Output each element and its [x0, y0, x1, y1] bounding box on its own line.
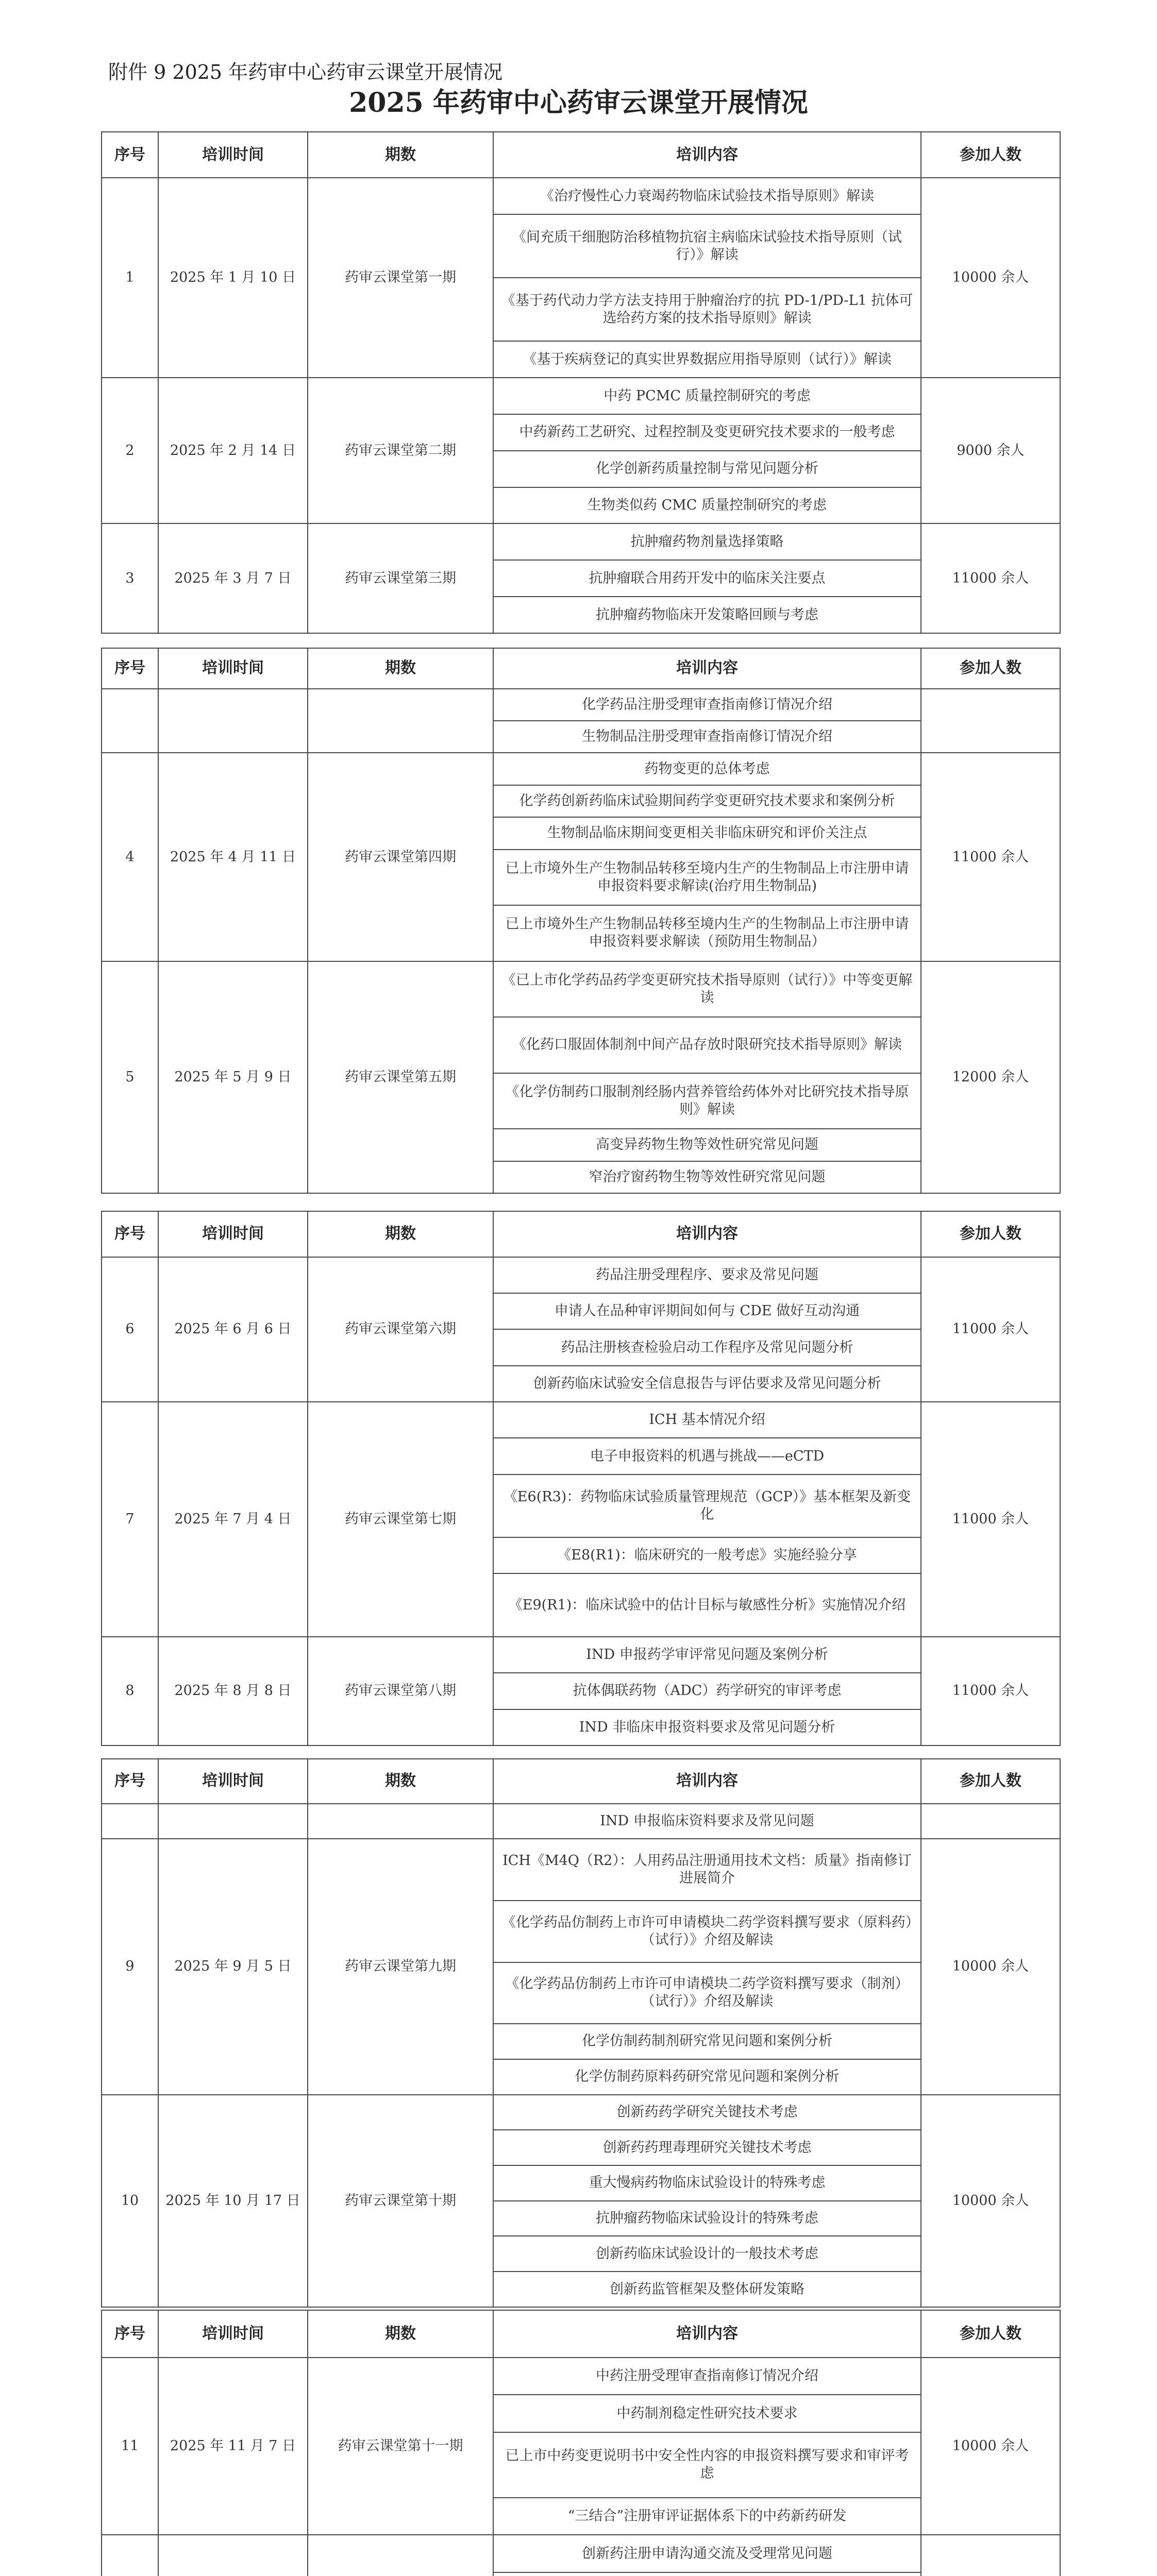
- issue-header: 期数: [308, 132, 493, 178]
- date-cell: [158, 689, 308, 753]
- seq-cell: 6: [102, 1257, 158, 1402]
- issue-header: 期数: [308, 1759, 493, 1804]
- topic-cell: 《间充质干细胞防治移植物抗宿主病临床试验技术指导原则（试行）》解读: [493, 214, 921, 278]
- table-row: [102, 378, 1060, 414]
- topic-cell: 《已上市化学药品药学变更研究技术指导原则（试行）》中等变更解读: [493, 961, 921, 1018]
- topic-cell: 《E9(R1)：临床试验中的估计目标与敏感性分析》实施情况介绍: [493, 1573, 921, 1636]
- issue-header: 期数: [308, 648, 493, 689]
- date-cell: 2025 年 9 月 5 日: [158, 1839, 308, 2094]
- header-row: [102, 1759, 1060, 1804]
- attendees-cell: 9000 余人: [921, 378, 1060, 523]
- attendees-cell: [921, 1804, 1060, 1839]
- attendees-cell: 11000 余人: [921, 1402, 1060, 1637]
- table-row: [102, 1257, 1060, 1293]
- table-row: [102, 753, 1060, 785]
- topic-cell: 创新药药学研究关键技术考虑: [493, 2095, 921, 2130]
- table-section-3: [101, 1211, 1060, 1745]
- topic-cell: IND 申报药学审评常见问题及案例分析: [493, 1637, 921, 1673]
- topic-cell: 抗肿瘤药物临床试验设计的特殊考虑: [493, 2201, 921, 2236]
- date-cell: 2025 年 2 月 14 日: [158, 378, 308, 523]
- table-row: [102, 2095, 1060, 2130]
- table-section-1: [101, 131, 1060, 633]
- topic-cell: 创新药监管框架及整体研发策略: [493, 2272, 921, 2307]
- header-row: [102, 132, 1060, 178]
- table-row: [102, 1839, 1060, 1901]
- attendees-cell: 11000 余人: [921, 1257, 1060, 1402]
- table-row: [102, 2535, 1060, 2572]
- topic-cell: 生物类似药 CMC 质量控制研究的考虑: [493, 487, 921, 524]
- seq-cell: 1: [102, 178, 158, 378]
- attendees-cell: 10000 余人: [921, 178, 1060, 378]
- date-cell: 2025 年 10 月 17 日: [158, 2095, 308, 2307]
- attendees-cell: 10000 余人: [921, 2095, 1060, 2307]
- issue-cell: [308, 1804, 493, 1839]
- issue-header: 期数: [308, 1211, 493, 1257]
- seq-header: 序号: [102, 132, 158, 178]
- topic-cell: 生物制品注册受理审查指南修订情况介绍: [493, 721, 921, 753]
- table-row: [102, 1637, 1060, 1673]
- table-row: [102, 1804, 1060, 1839]
- attendees-cell: 11000 余人: [921, 523, 1060, 633]
- date-header: 培训时间: [158, 1211, 308, 1257]
- topic-cell: 化学药创新药临床试验期间药学变更研究技术要求和案例分析: [493, 785, 921, 817]
- seq-header: 序号: [102, 1759, 158, 1804]
- topic-cell: 已上市境外生产生物制品转移至境内生产的生物制品上市注册申请申报资料要求解读（预防用生物制品）: [493, 905, 921, 961]
- topic-cell: 《基于疾病登记的真实世界数据应用指导原则（试行）》解读: [493, 341, 921, 378]
- content-header: 培训内容: [493, 1211, 921, 1257]
- date-cell: [158, 1804, 308, 1839]
- topic-cell: 生物制品临床期间变更相关非临床研究和评价关注点: [493, 817, 921, 849]
- date-cell: 2025 年 7 月 4 日: [158, 1402, 308, 1637]
- topic-cell: 抗体偶联药物（ADC）药学研究的审评考虑: [493, 1673, 921, 1709]
- date-cell: 2025 年 5 月 9 日: [158, 961, 308, 1193]
- date-header: 培训时间: [158, 648, 308, 689]
- topic-cell: 创新药注册申请沟通交流及受理常见问题: [493, 2535, 921, 2572]
- issue-header: 期数: [308, 2310, 493, 2358]
- topic-cell: 药品注册受理程序、要求及常见问题: [493, 1257, 921, 1293]
- table-row: [102, 1402, 1060, 1438]
- topic-cell: “三结合”注册审评证据体系下的中药新药研发: [493, 2498, 921, 2535]
- issue-cell: 药审云课堂第二期: [308, 378, 493, 523]
- topic-cell: 抗肿瘤药物临床开发策略回顾与考虑: [493, 597, 921, 633]
- header-row: [102, 648, 1060, 689]
- issue-cell: 药审云课堂第七期: [308, 1402, 493, 1637]
- training-table: [101, 648, 1061, 1194]
- attendees-header: 参加人数: [921, 132, 1060, 178]
- content-header: 培训内容: [493, 1759, 921, 1804]
- issue-cell: 药审云课堂第十期: [308, 2095, 493, 2307]
- topic-cell: 化学药品注册受理审查指南修订情况介绍: [493, 689, 921, 721]
- topic-cell: 重大慢病药物临床试验设计的特殊考虑: [493, 2165, 921, 2201]
- content-header: 培训内容: [493, 132, 921, 178]
- seq-cell: [102, 1804, 158, 1839]
- table-row: [102, 178, 1060, 214]
- issue-cell: 药审云课堂第四期: [308, 753, 493, 961]
- date-header: 培训时间: [158, 2310, 308, 2358]
- seq-header: 序号: [102, 1211, 158, 1257]
- issue-cell: 药审云课堂第十一期: [308, 2358, 493, 2535]
- seq-cell: 11: [102, 2358, 158, 2535]
- topic-cell: 药品注册核查检验启动工作程序及常见问题分析: [493, 1329, 921, 1365]
- issue-cell: 药审云课堂第八期: [308, 1637, 493, 1745]
- issue-cell: [308, 689, 493, 753]
- attendees-cell: [921, 689, 1060, 753]
- attendees-cell: [921, 2535, 1060, 2576]
- topic-cell: 电子申报资料的机遇与挑战——eCTD: [493, 1438, 921, 1474]
- seq-cell: 9: [102, 1839, 158, 2094]
- table-row: [102, 523, 1060, 560]
- topic-cell: 高变异药物生物等效性研究常见问题: [493, 1129, 921, 1161]
- issue-cell: 药审云课堂第一期: [308, 178, 493, 378]
- content-header: 培训内容: [493, 2310, 921, 2358]
- date-header: 培训时间: [158, 1759, 308, 1804]
- date-cell: [158, 2535, 308, 2576]
- table-row: [102, 689, 1060, 721]
- content-header: 培训内容: [493, 648, 921, 689]
- table-row: [102, 961, 1060, 1018]
- topic-cell: IND 非临床申报资料要求及常见问题分析: [493, 1709, 921, 1745]
- topic-cell: 窄治疗窗药物生物等效性研究常见问题: [493, 1161, 921, 1193]
- issue-cell: [308, 2535, 493, 2576]
- seq-cell: 4: [102, 753, 158, 961]
- issue-cell: 药审云课堂第三期: [308, 523, 493, 633]
- table-section-2: [101, 648, 1060, 1193]
- date-cell: 2025 年 3 月 7 日: [158, 523, 308, 633]
- topic-cell: 创新药临床试验设计的一般技术考虑: [493, 2236, 921, 2272]
- training-table: [101, 1758, 1061, 2308]
- training-table: [101, 1211, 1061, 1746]
- date-cell: 2025 年 6 月 6 日: [158, 1257, 308, 1402]
- topic-cell: 《化学仿制药口服制剂经肠内营养管给药体外对比研究技术指导原则》解读: [493, 1073, 921, 1129]
- seq-header: 序号: [102, 2310, 158, 2358]
- attachment-caption: 附件 9 2025 年药审中心药审云课堂开展情况: [108, 61, 503, 83]
- seq-header: 序号: [102, 648, 158, 689]
- date-cell: 2025 年 11 月 7 日: [158, 2358, 308, 2535]
- topic-cell: ICH《M4Q（R2）：人用药品注册通用技术文档：质量》指南修订进展简介: [493, 1839, 921, 1901]
- seq-cell: 5: [102, 961, 158, 1193]
- attendees-header: 参加人数: [921, 1211, 1060, 1257]
- topic-cell: 化学创新药质量控制与常见问题分析: [493, 451, 921, 487]
- topic-cell: 已上市境外生产生物制品转移至境内生产的生物制品上市注册申请申报资料要求解读(治疗用生物制品): [493, 850, 921, 906]
- header-row: [102, 1211, 1060, 1257]
- training-table: [101, 131, 1061, 634]
- document-title: 2025 年药审中心药审云课堂开展情况: [349, 87, 808, 118]
- seq-cell: [102, 2535, 158, 2576]
- topic-cell: [493, 2572, 921, 2576]
- topic-cell: 已上市中药变更说明书中安全性内容的申报资料撰写要求和审评考虑: [493, 2432, 921, 2497]
- topic-cell: IND 申报临床资料要求及常见问题: [493, 1804, 921, 1839]
- attendees-header: 参加人数: [921, 648, 1060, 689]
- attendees-header: 参加人数: [921, 2310, 1060, 2358]
- topic-cell: ICH 基本情况介绍: [493, 1402, 921, 1438]
- training-table: [101, 2310, 1061, 2576]
- topic-cell: 申请人在品种审评期间如何与 CDE 做好互动沟通: [493, 1293, 921, 1329]
- topic-cell: 创新药药理毒理研究关键技术考虑: [493, 2130, 921, 2165]
- topic-cell: 《基于药代动力学方法支持用于肿瘤治疗的抗 PD-1/PD-L1 抗体可选给药方案的技术指导原则》解读: [493, 278, 921, 341]
- topic-cell: 《化药口服固体制剂中间产品存放时限研究技术指导原则》解读: [493, 1017, 921, 1073]
- attendees-header: 参加人数: [921, 1759, 1060, 1804]
- topic-cell: 中药制剂稳定性研究技术要求: [493, 2395, 921, 2432]
- table-section-4: [101, 1758, 1060, 2307]
- issue-cell: 药审云课堂第九期: [308, 1839, 493, 2094]
- topic-cell: 《E6(R3)：药物临床试验质量管理规范（GCP）》基本框架及新变化: [493, 1475, 921, 1537]
- date-cell: 2025 年 1 月 10 日: [158, 178, 308, 378]
- date-cell: 2025 年 4 月 11 日: [158, 753, 308, 961]
- topic-cell: 中药注册受理审查指南修订情况介绍: [493, 2358, 921, 2395]
- attendees-cell: 11000 余人: [921, 753, 1060, 961]
- topic-cell: 中药新药工艺研究、过程控制及变更研究技术要求的一般考虑: [493, 414, 921, 451]
- date-cell: 2025 年 8 月 8 日: [158, 1637, 308, 1745]
- seq-cell: 2: [102, 378, 158, 523]
- attendees-cell: 11000 余人: [921, 1637, 1060, 1745]
- attendees-cell: 10000 余人: [921, 2358, 1060, 2535]
- topic-cell: 化学仿制药制剂研究常见问题和案例分析: [493, 2024, 921, 2059]
- topic-cell: 《E8(R1)：临床研究的一般考虑》实施经验分享: [493, 1537, 921, 1573]
- topic-cell: 创新药临床试验安全信息报告与评估要求及常见问题分析: [493, 1366, 921, 1402]
- topic-cell: 抗肿瘤联合用药开发中的临床关注要点: [493, 560, 921, 597]
- topic-cell: 《治疗慢性心力衰竭药物临床试验技术指导原则》解读: [493, 178, 921, 214]
- date-header: 培训时间: [158, 132, 308, 178]
- seq-cell: [102, 689, 158, 753]
- topic-cell: 《化学药品仿制药上市许可申请模块二药学资料撰写要求（制剂）（试行）》介绍及解读: [493, 1962, 921, 2024]
- issue-cell: 药审云课堂第五期: [308, 961, 493, 1193]
- header-row: [102, 2310, 1060, 2358]
- topic-cell: 中药 PCMC 质量控制研究的考虑: [493, 378, 921, 414]
- topic-cell: 抗肿瘤药物剂量选择策略: [493, 523, 921, 560]
- attendees-cell: 10000 余人: [921, 1839, 1060, 2094]
- table-row: [102, 2358, 1060, 2395]
- issue-cell: 药审云课堂第六期: [308, 1257, 493, 1402]
- attendees-cell: 12000 余人: [921, 961, 1060, 1193]
- seq-cell: 10: [102, 2095, 158, 2307]
- topic-cell: 化学仿制药原料药研究常见问题和案例分析: [493, 2059, 921, 2095]
- seq-cell: 8: [102, 1637, 158, 1745]
- seq-cell: 3: [102, 523, 158, 633]
- seq-cell: 7: [102, 1402, 158, 1637]
- topic-cell: 药物变更的总体考虑: [493, 753, 921, 785]
- topic-cell: 《化学药品仿制药上市许可申请模块二药学资料撰写要求（原料药）（试行）》介绍及解读: [493, 1901, 921, 1962]
- table-section-5: [101, 2310, 1060, 2576]
